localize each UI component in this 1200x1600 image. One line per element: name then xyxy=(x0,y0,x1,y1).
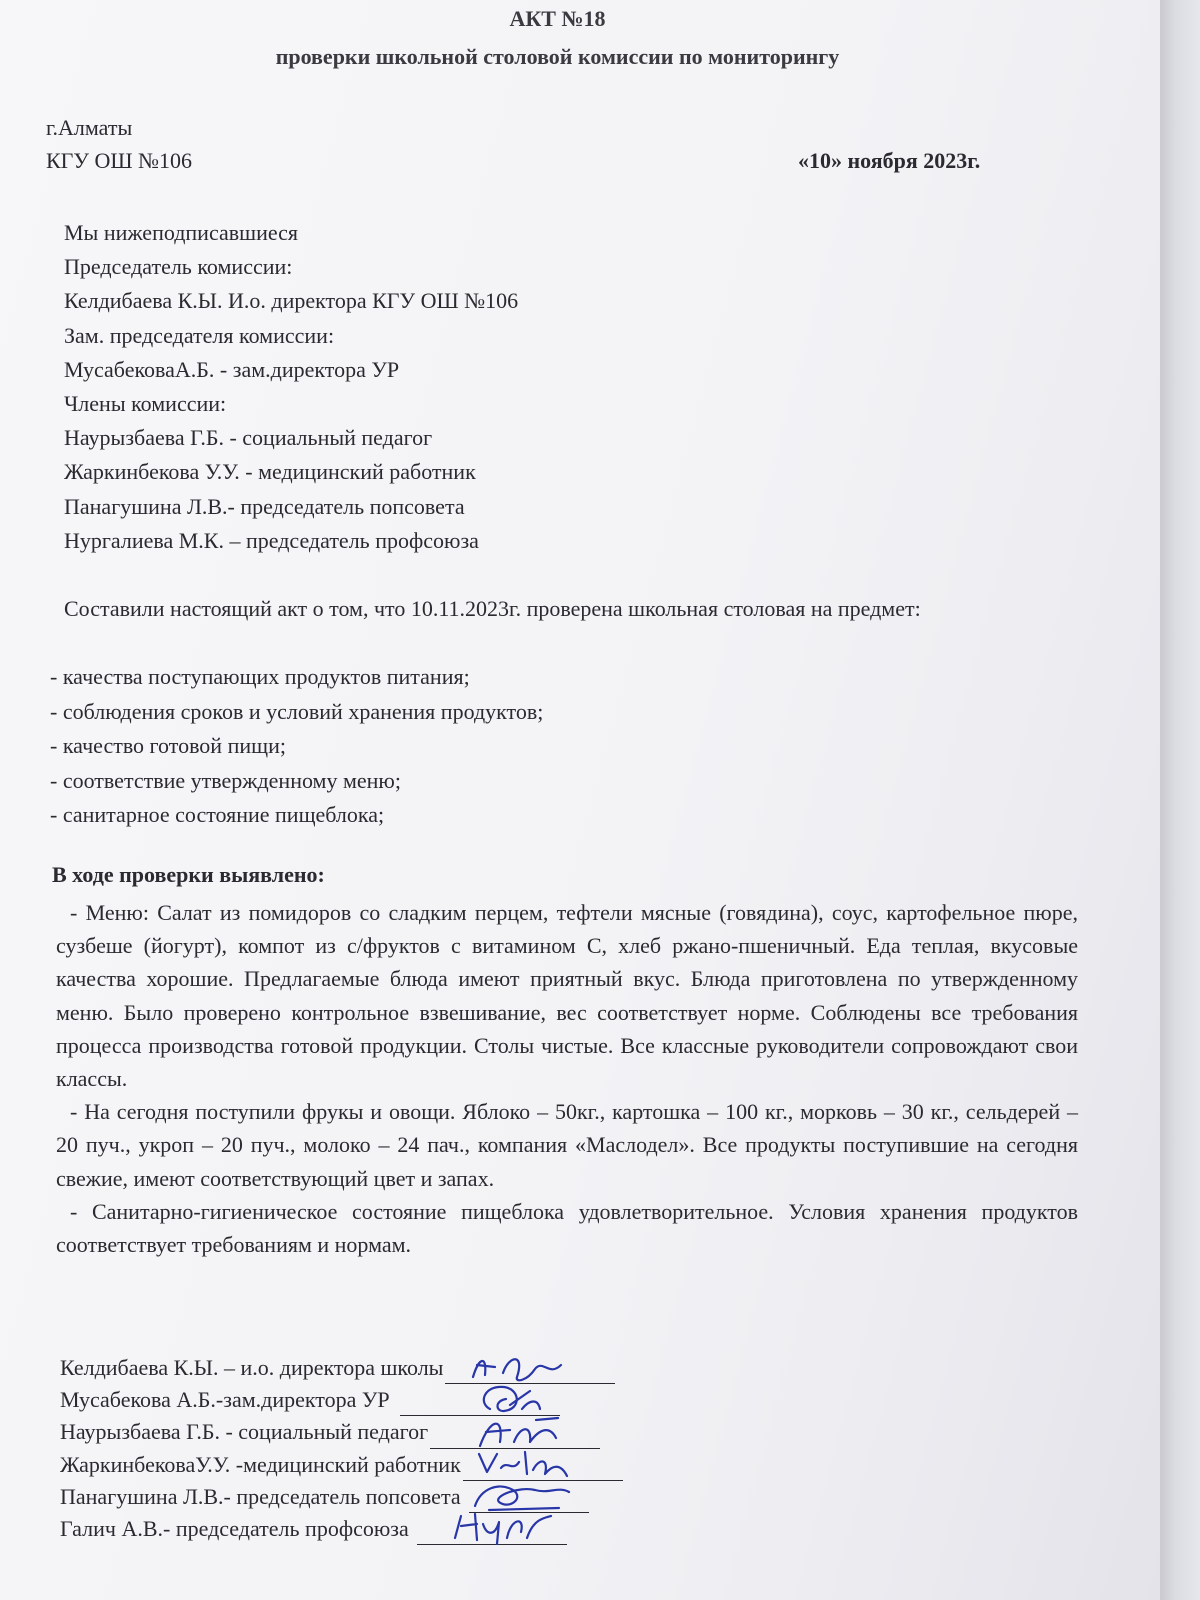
signatory-name: Наурызбаева Г.Б. - социальный педагог xyxy=(60,1419,429,1445)
signature-row xyxy=(60,1513,623,1545)
signature-block xyxy=(60,1352,623,1545)
list-item: - качество готовой пищи; xyxy=(50,733,286,758)
organization: КГУ ОШ №106 xyxy=(46,148,193,173)
list-item: - качества поступающих продуктов питания; xyxy=(50,664,470,689)
members-line: МусабековаА.Б. - зам.директора УР xyxy=(64,356,400,382)
findings-heading: В ходе проверки выявлено: xyxy=(52,862,325,887)
findings-paragraph: - Санитарно-гигиеническое состояние пищеблока удовлетворительное. Условия хранения продуктов соответствует требованиям и нормам. xyxy=(56,1198,1078,1258)
document-title: АКТ №18 xyxy=(509,6,606,31)
signatory-name: Мусабекова А.Б.-зам.директора УР xyxy=(60,1387,390,1413)
signatory-name: Келдибаева К.Ы. – и.о. директора школы xyxy=(60,1355,444,1380)
members-line: Наурызбаева Г.Б. - социальный педагог xyxy=(64,425,433,451)
findings-body xyxy=(56,896,1078,1261)
page-shadow-edge xyxy=(1160,0,1200,1600)
list-item: - соблюдения сроков и условий хранения продуктов; xyxy=(50,698,544,724)
members-line: Зам. председателя комиссии: xyxy=(64,322,335,348)
intro-paragraph: Составили настоящий акт о том, что 10.11.2023г. проверена школьная столовая на предмет: xyxy=(64,596,921,621)
members-line: Председатель комиссии: xyxy=(64,254,293,280)
findings-paragraph: - Меню: Салат из помидоров со сладким перцем, тефтели мясные (говядина), соус, картофельное пюре, сузбеше (йогурт), компот из с/фруктов с витамином С, хлеб ржано-пшеничный. Еда теплая, вкусовые качества хорошие. Предлагаемые блюда имеют приятный вкус. Блюда приготовлена по утвержденному меню. Было проверено контрольное взвешивание, вес соответствует норме. Соблюдены все требования процесса производства готовой продукции. Столы чистые. Все классные руководители сопровождают свои классы. xyxy=(56,900,1078,1092)
handwritten-signature-icon xyxy=(447,1508,557,1550)
list-item: - соответствие утвержденному меню; xyxy=(50,767,401,793)
members-line: Нургалиева М.К. – председатель профсоюза xyxy=(64,527,479,553)
list-item: - санитарное состояние пищеблока; xyxy=(50,802,385,827)
findings-paragraph: - На сегодня поступили фрукы и овощи. Яблоко – 50кг., картошка – 100 кг., морковь – 30 кг., сельдерей – 20 пуч., укроп – 20 пуч., молоко – 24 пач., компания «Маслодел». Все продукты поступившие на сегодня свежие, имеют соответствующий цвет и запах. xyxy=(56,1099,1078,1191)
members-line: Члены комиссии: xyxy=(64,391,227,417)
members-line: Келдибаева К.Ы. И.о. директора КГУ ОШ №106 xyxy=(64,288,519,314)
document-subtitle: проверки школьной столовой комиссии по мониторингу xyxy=(275,44,840,69)
inspection-items xyxy=(50,660,543,833)
members-line: Панагушина Л.В.- председатель попсовета xyxy=(64,493,465,519)
members-line: Жаркинбекова У.У. - медицинский работник xyxy=(64,459,476,485)
signatory-name: Галич А.В.- председатель профсоюза xyxy=(60,1516,409,1542)
signature-line xyxy=(417,1522,567,1545)
city: г.Алматы xyxy=(46,115,133,140)
members-line: Мы нижеподписавшиеся xyxy=(64,220,299,245)
commission-members xyxy=(64,216,518,558)
document-date: «10» ноября 2023г. xyxy=(798,148,981,173)
signatory-name: Панагушина Л.В.- председатель попсовета xyxy=(60,1483,461,1509)
signatory-name: ЖаркинбековаУ.У. -медицинский работник xyxy=(60,1451,461,1477)
